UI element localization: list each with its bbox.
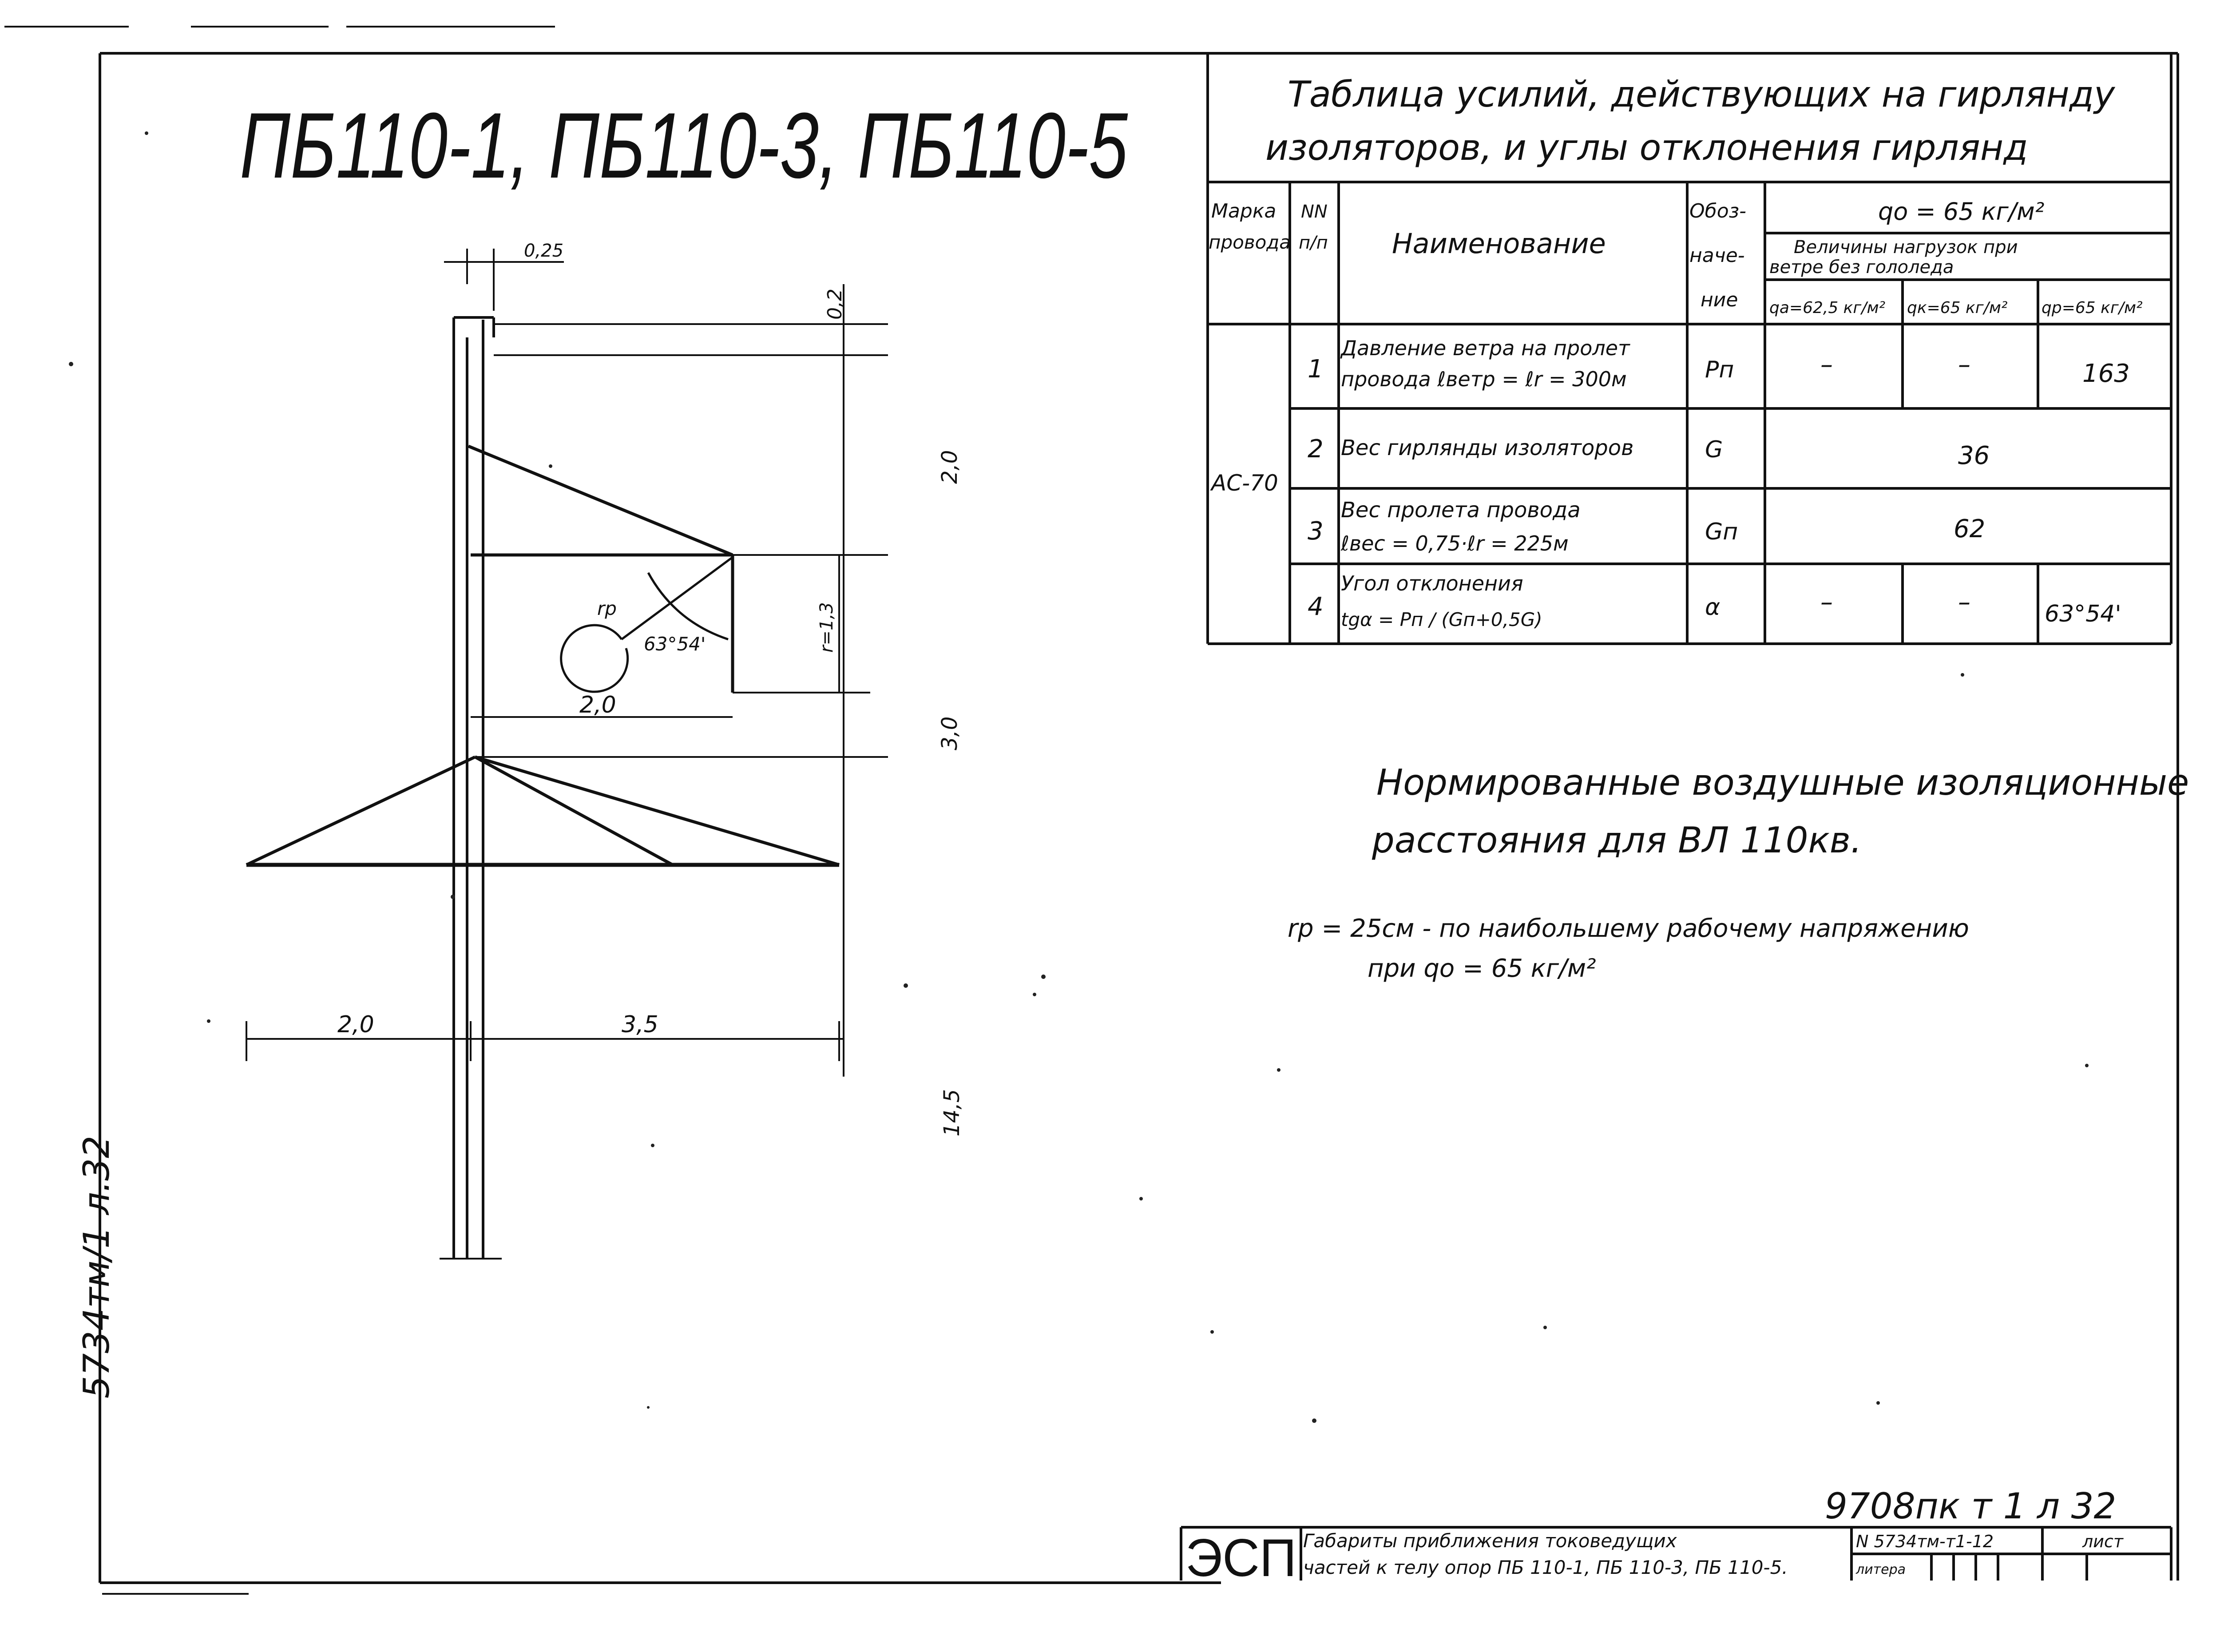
dimension-labels	[337, 241, 964, 1137]
forces-table	[1208, 53, 2171, 644]
table-row	[1308, 571, 2121, 630]
hdr-nn-2: п/п	[1299, 233, 1328, 253]
svg-text:α: α	[1705, 594, 1720, 621]
upper-crossarm	[468, 446, 733, 693]
hdr-qk: qк=65 кг/м²	[1907, 299, 2008, 317]
rp-label: rр	[597, 598, 617, 619]
svg-text:1: 1	[1308, 355, 1324, 384]
tower-pole	[454, 317, 494, 1259]
notes	[1288, 762, 2189, 983]
hdr-desig-3: ние	[1701, 289, 1738, 311]
clearance-radius-arc	[561, 573, 728, 692]
hdr-desig-2: наче-	[1689, 244, 1745, 267]
svg-text:63°54': 63°54'	[2045, 601, 2121, 627]
svg-text:G: G	[1705, 436, 1723, 463]
svg-text:Gп: Gп	[1705, 519, 1738, 545]
svg-text:36: 36	[1958, 441, 1990, 470]
hdr-desig-1: Обоз-	[1689, 200, 1746, 222]
dim-35: 3,5	[622, 1011, 658, 1038]
table-row	[1308, 435, 1990, 470]
svg-text:провода ℓветр = ℓr = 300м: провода ℓветр = ℓr = 300м	[1341, 367, 1627, 391]
table-title-line2: изоляторов, и углы отклонения гирлянд	[1265, 127, 2028, 168]
hdr-loads-1: Величины нагрузок при	[1794, 237, 2018, 258]
sheet-frame	[100, 53, 2178, 1583]
angle-label: 63°54'	[644, 633, 706, 655]
svg-text:62: 62	[1954, 515, 1986, 543]
svg-text:ℓвес = 0,75·ℓr = 225м: ℓвес = 0,75·ℓr = 225м	[1341, 531, 1569, 555]
svg-text:Давление ветра на пролет: Давление ветра на пролет	[1341, 336, 1630, 360]
dim-30: 3,0	[937, 716, 962, 750]
lower-crossarm	[246, 757, 839, 865]
table-row	[1308, 336, 2130, 391]
sheet-reference: 9708пк т 1 л 32	[1825, 1486, 2117, 1527]
hdr-qa: qа=62,5 кг/м²	[1769, 299, 1886, 317]
stamp-list-label: лист	[2082, 1532, 2124, 1551]
svg-text:163: 163	[2082, 359, 2130, 388]
svg-text:3: 3	[1308, 517, 1324, 546]
dim-20-mid: 2,0	[579, 692, 616, 718]
svg-text:–: –	[1820, 350, 1833, 379]
hdr-nn-1: NN	[1301, 202, 1328, 222]
svg-text:2: 2	[1308, 435, 1324, 464]
stamp-desc-2: частей к телу опор ПБ 110-1, ПБ 110-3, ПБ 110-5.	[1303, 1557, 1788, 1578]
stamp-litera-label: литера	[1856, 1562, 1906, 1577]
stamp-doc-no: N 5734тм-т1-12	[1856, 1532, 1994, 1551]
svg-text:Угол отклонения: Угол отклонения	[1341, 571, 1523, 595]
stamp-org: ЭСП	[1185, 1528, 1296, 1588]
dimension-lines	[246, 249, 888, 1259]
hdr-loads-2: ветре без гололеда	[1769, 257, 1954, 277]
drawing-title: ПБ110-1, ПБ110-3, ПБ110-5	[240, 93, 1128, 198]
hdr-mark-1: Марка	[1211, 200, 1276, 222]
title-stamp	[1181, 1486, 2171, 1588]
tower-drawing	[246, 241, 964, 1259]
svg-text:–: –	[1958, 350, 1970, 379]
hdr-name: Наименование	[1392, 227, 1606, 260]
table-title-line1: Таблица усилий, действующих на гирлянду	[1288, 74, 2115, 115]
dim-20-top: 2,0	[937, 450, 962, 484]
normalized-note-2: расстояния для ВЛ 110кв.	[1372, 820, 1862, 861]
dim-145: 14,5	[940, 1089, 964, 1137]
stamp-desc-1: Габариты приближения токоведущих	[1303, 1530, 1677, 1552]
svg-text:Pп: Pп	[1705, 357, 1734, 383]
dim-r13: r=1,3	[817, 602, 837, 653]
hdr-qp: qр=65 кг/м²	[2042, 299, 2143, 317]
normalized-note-1: Нормированные воздушные изоляционные	[1376, 762, 2189, 803]
svg-text:–: –	[1958, 588, 1970, 617]
hdr-q0: qо = 65 кг/м²	[1878, 198, 2045, 226]
svg-text:–: –	[1820, 588, 1833, 617]
rp-note-1: rр = 25см - по наибольшему рабочему напряжению	[1288, 914, 1969, 943]
svg-text:Вес гирлянды изоляторов: Вес гирлянды изоляторов	[1341, 436, 1634, 460]
hdr-mark-2: провода	[1209, 231, 1291, 253]
dim-02: 0,2	[824, 289, 846, 320]
wire-mark: АС-70	[1211, 470, 1278, 496]
svg-text:4: 4	[1308, 592, 1324, 621]
table-row	[1308, 498, 1985, 555]
rp-note-2: при qо = 65 кг/м²	[1368, 954, 1596, 983]
svg-text:tgα = Pп / (Gп+0,5G): tgα = Pп / (Gп+0,5G)	[1341, 609, 1542, 630]
dim-025: 0,25	[524, 241, 564, 261]
side-note: 5734тм/1 л.32	[76, 1135, 117, 1398]
svg-text:Вес пролета провода: Вес пролета провода	[1341, 498, 1581, 523]
dim-20-bot: 2,0	[337, 1011, 374, 1038]
